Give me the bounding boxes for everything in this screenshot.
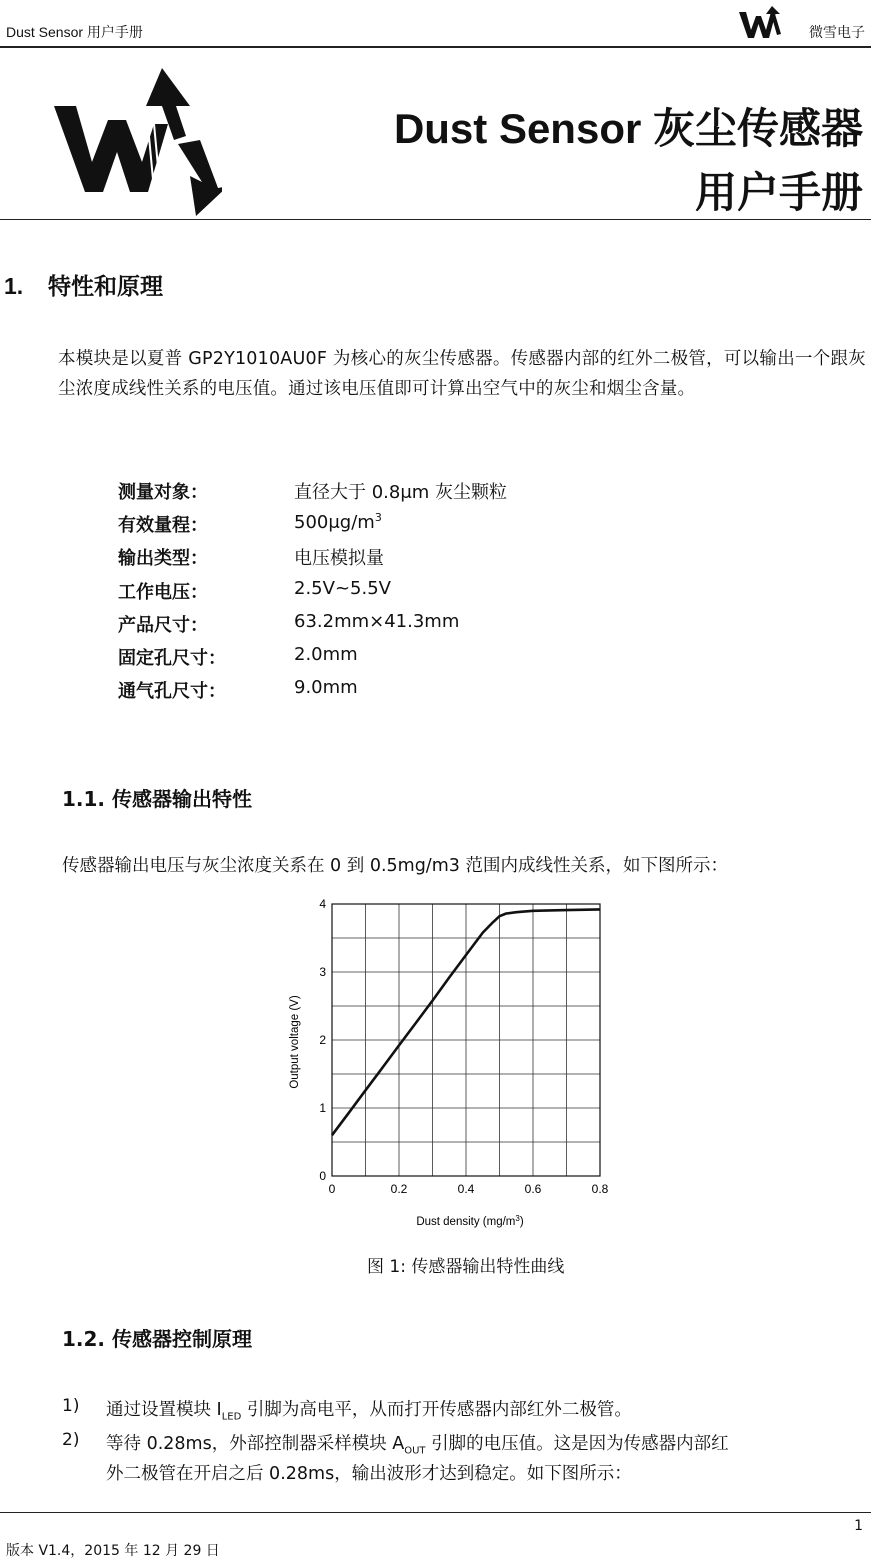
chart-grid — [332, 904, 600, 1176]
page-number: 1 — [854, 1518, 863, 1534]
figure-caption: 图 1: 传感器输出特性曲线 — [367, 1257, 565, 1277]
header-company: 微雪电子 — [809, 25, 865, 41]
spec-value: 直径大于 0.8μm 灰尘颗粒 — [294, 482, 508, 503]
header-doc-title: Dust Sensor 用户手册 — [6, 24, 143, 40]
spec-value: 2.5V~5.5V — [294, 578, 391, 599]
document-subtitle: 用户手册 — [694, 168, 863, 217]
chart-y-tick-label: 4 — [319, 897, 326, 911]
footer-divider — [0, 1512, 871, 1513]
list-item-pre: 等待 0.28ms，外部控制器采样模块 A — [106, 1434, 405, 1454]
list-item-number: 1) — [62, 1396, 80, 1416]
spec-value — [294, 511, 382, 533]
chart-y-tick-label: 0 — [319, 1169, 326, 1183]
section-1-title: 特性和原理 — [48, 274, 163, 300]
list-item-text — [106, 1396, 632, 1423]
list-item-pre: 通过设置模块 I — [106, 1400, 222, 1420]
spec-label: 输出类型： — [118, 548, 208, 569]
chart-x-tick-label: 0 — [328, 1182, 336, 1196]
chart-x-tick-label: 0.8 — [591, 1182, 609, 1196]
chart-x-ticks — [329, 1182, 609, 1196]
chart-y-axis-label: Output voltage (V) — [289, 995, 301, 1089]
spec-value: 63.2mm×41.3mm — [294, 611, 460, 632]
spec-label: 测量对象： — [118, 482, 208, 503]
spec-label: 通气孔尺寸： — [118, 681, 226, 702]
chart-x-axis-label — [416, 1214, 524, 1228]
spec-label: 产品尺寸： — [118, 615, 208, 636]
footer-version: 版本 V1.4，2015 年 12 月 29 日 — [6, 1543, 220, 1559]
spec-value-text: 500μg/m — [294, 512, 375, 533]
list-item-sub: OUT — [404, 1445, 426, 1457]
list-item-post: 引脚的电压值。这是因为传感器内部红 — [425, 1434, 729, 1454]
chart-x-tick-label: 0.6 — [524, 1182, 542, 1196]
list-item-sub: LED — [221, 1411, 242, 1423]
chart-x-tick-label: 0.2 — [390, 1182, 408, 1196]
header-logo-icon — [738, 4, 786, 46]
chart-y-ticks — [319, 897, 326, 1183]
chart-x-label-text: Dust density (mg/m — [416, 1216, 516, 1228]
list-item-number: 2) — [62, 1430, 80, 1450]
waveshare-logo-icon — [50, 66, 222, 222]
header-divider — [0, 46, 871, 48]
spec-label: 工作电压： — [118, 582, 208, 603]
section-1-1-text: 传感器输出电压与灰尘浓度关系在 0 到 0.5mg/m3 范围内成线性关系，如下图所示： — [62, 856, 728, 876]
section-1-number: 1. — [4, 273, 24, 299]
list-item-text — [106, 1430, 729, 1457]
chart-y-tick-label: 3 — [319, 965, 326, 979]
spec-value: 电压模拟量 — [294, 548, 384, 569]
section-1-2-heading: 1.2. 传感器控制原理 — [62, 1327, 252, 1351]
chart-x-label-sup: 3 — [515, 1214, 520, 1223]
chart-y-tick-label: 1 — [319, 1101, 326, 1115]
chart-x-label-end: ) — [519, 1216, 524, 1228]
list-item-post: 引脚为高电平，从而打开传感器内部红外二极管。 — [241, 1400, 632, 1420]
section-1-1-heading: 1.1. 传感器输出特性 — [62, 787, 252, 811]
document-title: Dust Sensor 灰尘传感器 — [393, 105, 863, 152]
section-1-heading — [4, 268, 163, 301]
spec-value-sup: 3 — [374, 511, 382, 524]
spec-label: 有效量程： — [118, 515, 208, 536]
chart-y-tick-label: 2 — [319, 1033, 326, 1047]
spec-label: 固定孔尺寸： — [118, 648, 226, 669]
chart-x-tick-label: 0.4 — [457, 1182, 475, 1196]
title-divider — [0, 219, 871, 220]
output-characteristic-chart — [270, 892, 620, 1237]
spec-value: 2.0mm — [294, 644, 358, 665]
list-item-continuation: 外二极管在开启之后 0.28ms，输出波形才达到稳定。如下图所示： — [106, 1464, 632, 1484]
section-1-paragraph: 本模块是以夏普 GP2Y1010AU0F 为核心的灰尘传感器。传感器内部的红外二极管，可以输出一个跟灰尘浓度成线性关系的电压值。通过该电压值即可计算出空气中的灰尘和烟尘含量。 — [58, 349, 866, 399]
spec-value: 9.0mm — [294, 677, 358, 698]
